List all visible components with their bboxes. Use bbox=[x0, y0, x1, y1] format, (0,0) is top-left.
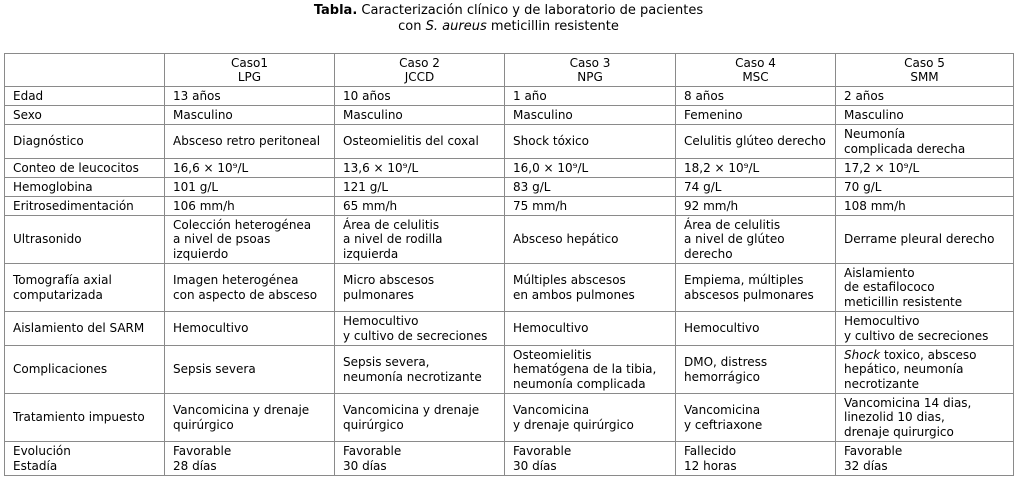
cell: Masculino bbox=[165, 106, 335, 125]
cell: Aislamiento de estafilococo meticillin resistente bbox=[836, 264, 1014, 312]
cell: 17,2 × 10⁹/L bbox=[836, 159, 1014, 178]
table-row-tomografia bbox=[5, 264, 1014, 312]
cell: Área de celulitis a nivel de glúteo derecho bbox=[676, 216, 836, 264]
cell: 18,2 × 10⁹/L bbox=[676, 159, 836, 178]
cell: Imagen heterogénea con aspecto de absceso bbox=[165, 264, 335, 312]
cell: Femenino bbox=[676, 106, 836, 125]
header-case-3: Caso 3 NPG bbox=[505, 54, 676, 87]
cell: Shock tóxico bbox=[505, 125, 676, 159]
header-case-5: Caso 5 SMM bbox=[836, 54, 1014, 87]
cell: Osteomielitis hematógena de la tibia, neumonía complicada bbox=[505, 346, 676, 394]
table-row-complicaciones bbox=[5, 346, 1014, 394]
row-label: Ultrasonido bbox=[5, 216, 165, 264]
header-case-2: Caso 2 JCCD bbox=[335, 54, 505, 87]
table-row-edad bbox=[5, 87, 1014, 106]
caption-line-2 bbox=[0, 19, 1017, 35]
header-cell-empty bbox=[5, 54, 165, 87]
cell: 2 años bbox=[836, 87, 1014, 106]
cell: Sepsis severa bbox=[165, 346, 335, 394]
caption-species: S. aureus bbox=[425, 19, 487, 34]
row-label: Tratamiento impuesto bbox=[5, 394, 165, 442]
cell: Hemocultivo y cultivo de secreciones bbox=[836, 312, 1014, 346]
cell: Empiema, múltiples abscesos pulmonares bbox=[676, 264, 836, 312]
cell: Celulitis glúteo derecho bbox=[676, 125, 836, 159]
cell: 8 años bbox=[676, 87, 836, 106]
cell: Vancomicina y drenaje quirúrgico bbox=[335, 394, 505, 442]
cell: Masculino bbox=[505, 106, 676, 125]
cell: Sepsis severa, neumonía necrotizante bbox=[335, 346, 505, 394]
row-label: Evolución Estadía bbox=[5, 442, 165, 476]
cell-text: toxico, absceso hepático, neumonía necrotizante bbox=[844, 347, 977, 391]
cell: Vancomicina y drenaje quirúrgico bbox=[165, 394, 335, 442]
cell: Derrame pleural derecho bbox=[836, 216, 1014, 264]
table-row-eritrosedimentacion bbox=[5, 197, 1014, 216]
row-label: Sexo bbox=[5, 106, 165, 125]
cell: Múltiples abscesos en ambos pulmones bbox=[505, 264, 676, 312]
cell: Masculino bbox=[335, 106, 505, 125]
cell: Área de celulitis a nivel de rodilla izquierda bbox=[335, 216, 505, 264]
table-row-sexo bbox=[5, 106, 1014, 125]
row-label: Aislamiento del SARM bbox=[5, 312, 165, 346]
table-row-diagnostico bbox=[5, 125, 1014, 159]
caption-post: meticillin resistente bbox=[486, 19, 619, 34]
cell: 92 mm/h bbox=[676, 197, 836, 216]
table-row-leucocitos bbox=[5, 159, 1014, 178]
caption-line-1 bbox=[0, 3, 1017, 19]
table-row-evolucion bbox=[5, 442, 1014, 476]
caption-label: Tabla. bbox=[313, 3, 358, 18]
cell-italic-term: Shock bbox=[844, 347, 881, 362]
cell: 101 g/L bbox=[165, 178, 335, 197]
table-row-tratamiento bbox=[5, 394, 1014, 442]
clinical-table bbox=[4, 53, 1014, 476]
row-label: Eritrosedimentación bbox=[5, 197, 165, 216]
cell: 1 año bbox=[505, 87, 676, 106]
header-case-1: Caso1 LPG bbox=[165, 54, 335, 87]
table-row-hemoglobina bbox=[5, 178, 1014, 197]
cell: 16,0 × 10⁹/L bbox=[505, 159, 676, 178]
cell: 83 g/L bbox=[505, 178, 676, 197]
cell: 13,6 × 10⁹/L bbox=[335, 159, 505, 178]
cell: Masculino bbox=[836, 106, 1014, 125]
cell: Absceso retro peritoneal bbox=[165, 125, 335, 159]
cell: Favorable 30 días bbox=[505, 442, 676, 476]
cell: 121 g/L bbox=[335, 178, 505, 197]
cell: 10 años bbox=[335, 87, 505, 106]
cell: Favorable 28 días bbox=[165, 442, 335, 476]
cell: Fallecido 12 horas bbox=[676, 442, 836, 476]
cell: 70 g/L bbox=[836, 178, 1014, 197]
cell: DMO, distress hemorrágico bbox=[676, 346, 836, 394]
table-row-ultrasonido bbox=[5, 216, 1014, 264]
row-label: Complicaciones bbox=[5, 346, 165, 394]
cell: Vancomicina y drenaje quirúrgico bbox=[505, 394, 676, 442]
cell: Favorable 32 días bbox=[836, 442, 1014, 476]
row-label: Diagnóstico bbox=[5, 125, 165, 159]
cell: Hemocultivo bbox=[505, 312, 676, 346]
cell: Hemocultivo bbox=[676, 312, 836, 346]
header-row bbox=[5, 54, 1014, 87]
cell: Hemocultivo y cultivo de secreciones bbox=[335, 312, 505, 346]
cell: Colección heterogénea a nivel de psoas izquierdo bbox=[165, 216, 335, 264]
header-case-4: Caso 4 MSC bbox=[676, 54, 836, 87]
cell: Neumonía complicada derecha bbox=[836, 125, 1014, 159]
cell: Vancomicina 14 dias, linezolid 10 dias, drenaje quirurgico bbox=[836, 394, 1014, 442]
row-label: Edad bbox=[5, 87, 165, 106]
caption-pre: con bbox=[398, 19, 426, 34]
cell: Osteomielitis del coxal bbox=[335, 125, 505, 159]
row-label: Tomografía axial computarizada bbox=[5, 264, 165, 312]
cell: Favorable 30 días bbox=[335, 442, 505, 476]
cell: 16,6 × 10⁹/L bbox=[165, 159, 335, 178]
cell: 108 mm/h bbox=[836, 197, 1014, 216]
cell: Hemocultivo bbox=[165, 312, 335, 346]
cell: 65 mm/h bbox=[335, 197, 505, 216]
row-label: Hemoglobina bbox=[5, 178, 165, 197]
table-caption bbox=[0, 0, 1017, 48]
caption-text: Caracterización clínico y de laboratorio de pacientes bbox=[357, 3, 704, 18]
cell bbox=[836, 346, 1014, 394]
cell: 106 mm/h bbox=[165, 197, 335, 216]
row-label: Conteo de leucocitos bbox=[5, 159, 165, 178]
cell: Vancomicina y ceftriaxone bbox=[676, 394, 836, 442]
cell: Absceso hepático bbox=[505, 216, 676, 264]
cell: Micro abscesos pulmonares bbox=[335, 264, 505, 312]
cell: 13 años bbox=[165, 87, 335, 106]
cell: 74 g/L bbox=[676, 178, 836, 197]
table-row-aislamiento bbox=[5, 312, 1014, 346]
cell: 75 mm/h bbox=[505, 197, 676, 216]
